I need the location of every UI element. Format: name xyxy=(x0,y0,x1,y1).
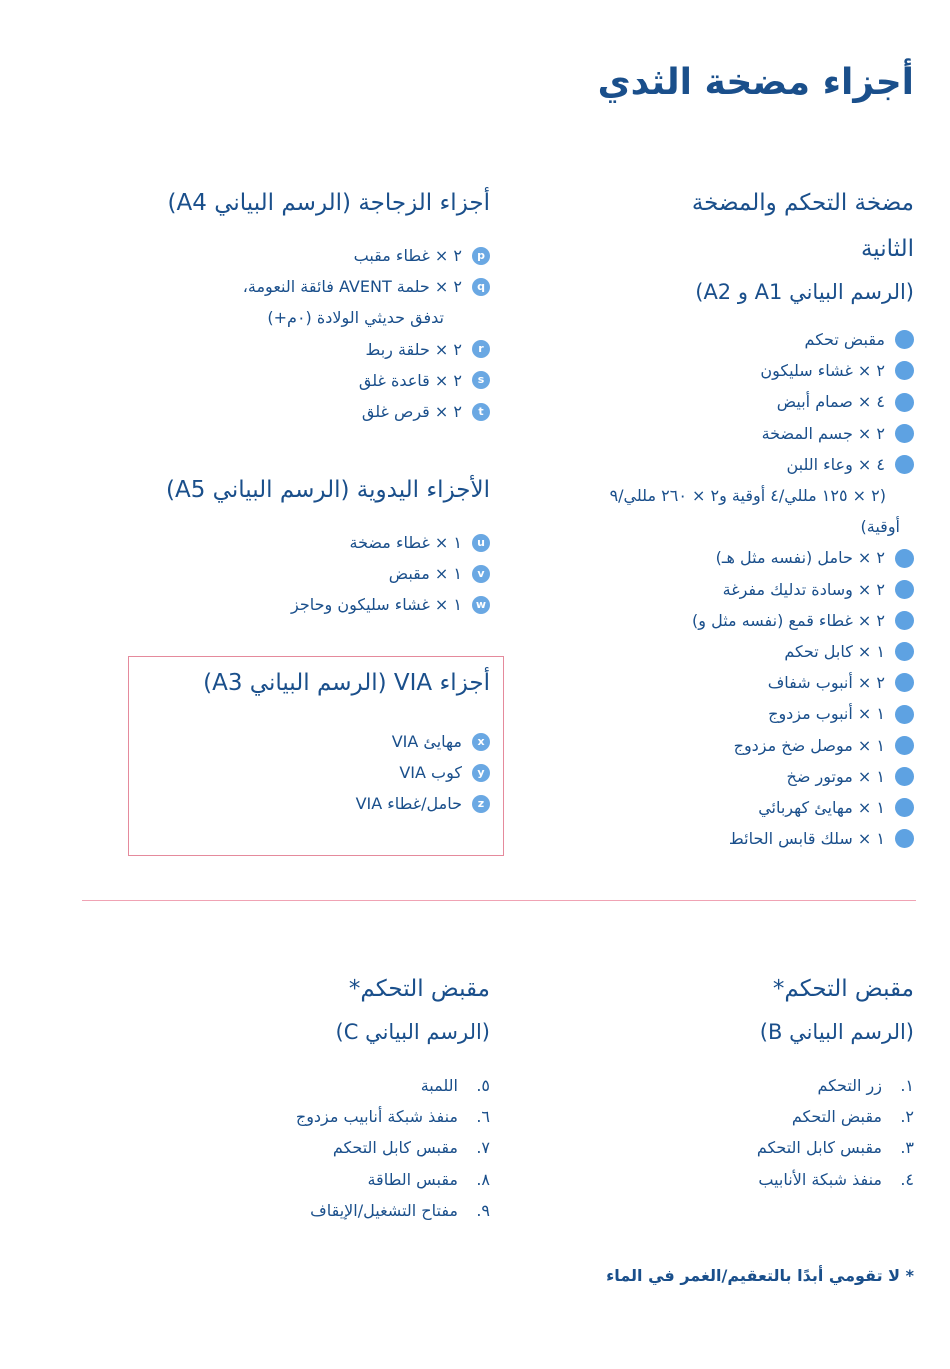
list-item xyxy=(554,698,914,729)
list-item-label: مقبض تحكم xyxy=(804,330,885,349)
item-number: ٥. xyxy=(476,1076,490,1095)
item-label: مقبس الطاقة xyxy=(367,1169,458,1189)
control-pump-section xyxy=(554,180,914,854)
bullet-dot-icon xyxy=(895,455,914,474)
list-item-label: ٢ × قاعدة غلق xyxy=(358,370,462,390)
item-label: مقبس كابل التحكم xyxy=(332,1138,458,1158)
list-item-label: ١ × أنبوب مزدوج xyxy=(768,704,885,724)
list-item xyxy=(120,788,490,819)
numbered-item xyxy=(554,1070,914,1101)
numbered-item xyxy=(90,1132,490,1163)
control-pump-heading-line1: مضخة التحكم والمضخة xyxy=(691,190,914,216)
item-label: اللمبة xyxy=(420,1076,458,1095)
letter-badge: y xyxy=(472,764,490,782)
manual-parts-list xyxy=(90,527,490,621)
list-item xyxy=(90,240,490,271)
list-item xyxy=(554,574,914,605)
control-pump-heading xyxy=(554,180,914,272)
item-number: ١. xyxy=(900,1076,914,1095)
list-item-label: ١ × غشاء سليكون وحاجز xyxy=(291,595,462,615)
nipple-flow-note: تدفق حديثي الولادة (٠م+) xyxy=(267,308,444,328)
manual-parts-heading: الأجزاء اليدوية (الرسم البياني A5) xyxy=(166,477,490,503)
item-number: ٧. xyxy=(476,1138,490,1158)
list-item xyxy=(90,334,490,365)
bullet-dot-icon xyxy=(895,330,914,349)
item-label: منفذ شبكة الأنابيب xyxy=(758,1169,882,1189)
numbered-item xyxy=(90,1101,490,1132)
list-item-label: حامل/غطاء VIA xyxy=(355,794,462,814)
list-item xyxy=(554,730,914,761)
list-item xyxy=(90,271,490,302)
handle-c-section xyxy=(90,966,490,1226)
letter-badge: r xyxy=(472,340,490,358)
numbered-item xyxy=(554,1101,914,1132)
list-item xyxy=(554,636,914,667)
list-item-label: ١ × مقبض xyxy=(388,564,462,584)
letter-badge: u xyxy=(472,534,490,552)
letter-badge: z xyxy=(472,795,490,813)
list-item-label: ١ × موصل ضخ مزدوج xyxy=(733,735,885,755)
list-item-label: ٢ × حلمة AVENT فائقة النعومة، xyxy=(242,277,462,297)
numbered-item xyxy=(554,1132,914,1163)
numbered-item xyxy=(90,1164,490,1195)
list-item xyxy=(90,396,490,427)
glass-parts-section xyxy=(90,180,490,427)
handle-b-section xyxy=(554,966,914,1195)
item-number: ٦. xyxy=(476,1107,490,1127)
list-item-label: ٢ × أنبوب شفاف xyxy=(767,673,885,693)
bullet-dot-icon xyxy=(895,611,914,630)
list-item xyxy=(554,792,914,823)
bullet-dot-icon xyxy=(895,673,914,692)
numbered-item xyxy=(90,1195,490,1226)
item-label: مقبض التحكم xyxy=(791,1107,882,1127)
letter-badge: p xyxy=(472,247,490,265)
list-item xyxy=(554,386,914,417)
item-number: ٣. xyxy=(900,1138,914,1158)
via-parts-list xyxy=(120,726,490,820)
letter-badge: s xyxy=(472,371,490,389)
list-item xyxy=(90,365,490,396)
list-item-label: مهايئ VIA xyxy=(391,732,462,751)
bullet-dot-icon xyxy=(895,393,914,412)
milk-container-note-line2: أوقية) xyxy=(860,517,900,537)
list-item-label: ١ × كابل تحكم xyxy=(784,642,885,662)
bullet-dot-icon xyxy=(895,829,914,848)
glass-parts-heading: أجزاء الزجاجة (الرسم البياني A4) xyxy=(167,190,490,216)
item-label: مفتاح التشغيل/الإيقاف xyxy=(310,1200,458,1220)
list-item-label: كوب VIA xyxy=(399,763,462,783)
list-item xyxy=(90,589,490,620)
list-item-label: ٢ × غطاء قمع (نفسه مثل و) xyxy=(692,610,885,630)
list-item xyxy=(554,823,914,854)
via-parts-heading: أجزاء VIA (الرسم البياني A3) xyxy=(203,670,490,696)
handle-b-heading: مقبض التحكم* xyxy=(772,976,914,1002)
handle-b-subheading: (الرسم البياني B) xyxy=(759,1020,914,1044)
list-item-label: ٢ × غطاء مقبب xyxy=(353,246,462,265)
list-item xyxy=(120,757,490,788)
item-number: ٤. xyxy=(900,1169,914,1189)
letter-badge: t xyxy=(472,403,490,421)
bullet-dot-icon xyxy=(895,549,914,568)
item-label: زر التحكم xyxy=(817,1076,882,1095)
manual-parts-section xyxy=(90,467,490,621)
list-item xyxy=(120,726,490,757)
list-item xyxy=(90,558,490,589)
list-item-label: ١ × موتور ضخ xyxy=(786,766,885,786)
control-pump-list-a xyxy=(554,324,914,480)
section-divider xyxy=(82,900,916,901)
item-label: منفذ شبكة أنابيب مزدوج xyxy=(295,1107,458,1127)
letter-badge: x xyxy=(472,733,490,751)
bullet-dot-icon xyxy=(895,642,914,661)
item-number: ٢. xyxy=(900,1107,914,1127)
bullet-dot-icon xyxy=(895,705,914,724)
page-title: أجزاء مضخة الثدي xyxy=(597,62,914,103)
list-item xyxy=(554,355,914,386)
list-item-label: ٤ × وعاء اللبن xyxy=(786,454,885,474)
control-pump-subheading: (الرسم البياني A1 و A2) xyxy=(695,280,914,304)
item-label: مقبس كابل التحكم xyxy=(756,1138,882,1158)
numbered-item xyxy=(554,1164,914,1195)
letter-badge: q xyxy=(472,278,490,296)
bullet-dot-icon xyxy=(895,580,914,599)
list-item-label: ٢ × حامل (نفسه مثل هـ) xyxy=(715,548,885,568)
list-item xyxy=(554,324,914,355)
list-item-label: ٢ × جسم المضخة xyxy=(761,423,885,443)
handle-c-subheading: (الرسم البياني C) xyxy=(335,1020,490,1044)
list-item-label: ٢ × غشاء سليكون xyxy=(760,361,885,381)
numbered-item xyxy=(90,1070,490,1101)
list-item-label: ١ × مهايئ كهربائي xyxy=(758,798,885,818)
bullet-dot-icon xyxy=(895,361,914,380)
item-number: ٨. xyxy=(476,1169,490,1189)
control-pump-list-b xyxy=(554,542,914,854)
sterilization-warning: * لا تقومي أبدًا بالتعقيم/الغمر في الماء xyxy=(606,1266,914,1285)
list-item xyxy=(554,418,914,449)
list-item xyxy=(554,542,914,573)
bullet-dot-icon xyxy=(895,424,914,443)
item-number: ٩. xyxy=(476,1200,490,1220)
list-item-label: ٤ × صمام أبيض xyxy=(776,392,885,412)
bullet-dot-icon xyxy=(895,767,914,786)
list-item-label: ٢ × قرص غلق xyxy=(361,402,462,422)
glass-parts-list xyxy=(90,240,490,427)
handle-c-heading: مقبض التحكم* xyxy=(348,976,490,1002)
control-pump-heading-line2: الثانية xyxy=(860,236,914,262)
via-parts-section xyxy=(120,660,490,820)
letter-badge: v xyxy=(472,565,490,583)
list-item xyxy=(90,527,490,558)
bullet-dot-icon xyxy=(895,798,914,817)
list-item xyxy=(554,667,914,698)
list-item xyxy=(554,761,914,792)
list-item-label: ٢ × وسادة تدليك مفرغة xyxy=(722,579,885,599)
list-item-label: ١ × غطاء مضخة xyxy=(349,533,462,552)
handle-c-list xyxy=(90,1070,490,1226)
list-item-label: ١ × سلك قابس الحائط xyxy=(728,829,885,849)
list-item-label: ٢ × حلقة ربط xyxy=(365,339,462,359)
list-item xyxy=(554,449,914,480)
list-item xyxy=(554,605,914,636)
handle-b-list xyxy=(554,1070,914,1195)
milk-container-note-line1: (٢ × ١٢٥ مللي/٤ أوقية و٢ × ٢٦٠ مللي/٩ xyxy=(609,486,886,506)
letter-badge: w xyxy=(472,596,490,614)
bullet-dot-icon xyxy=(895,736,914,755)
